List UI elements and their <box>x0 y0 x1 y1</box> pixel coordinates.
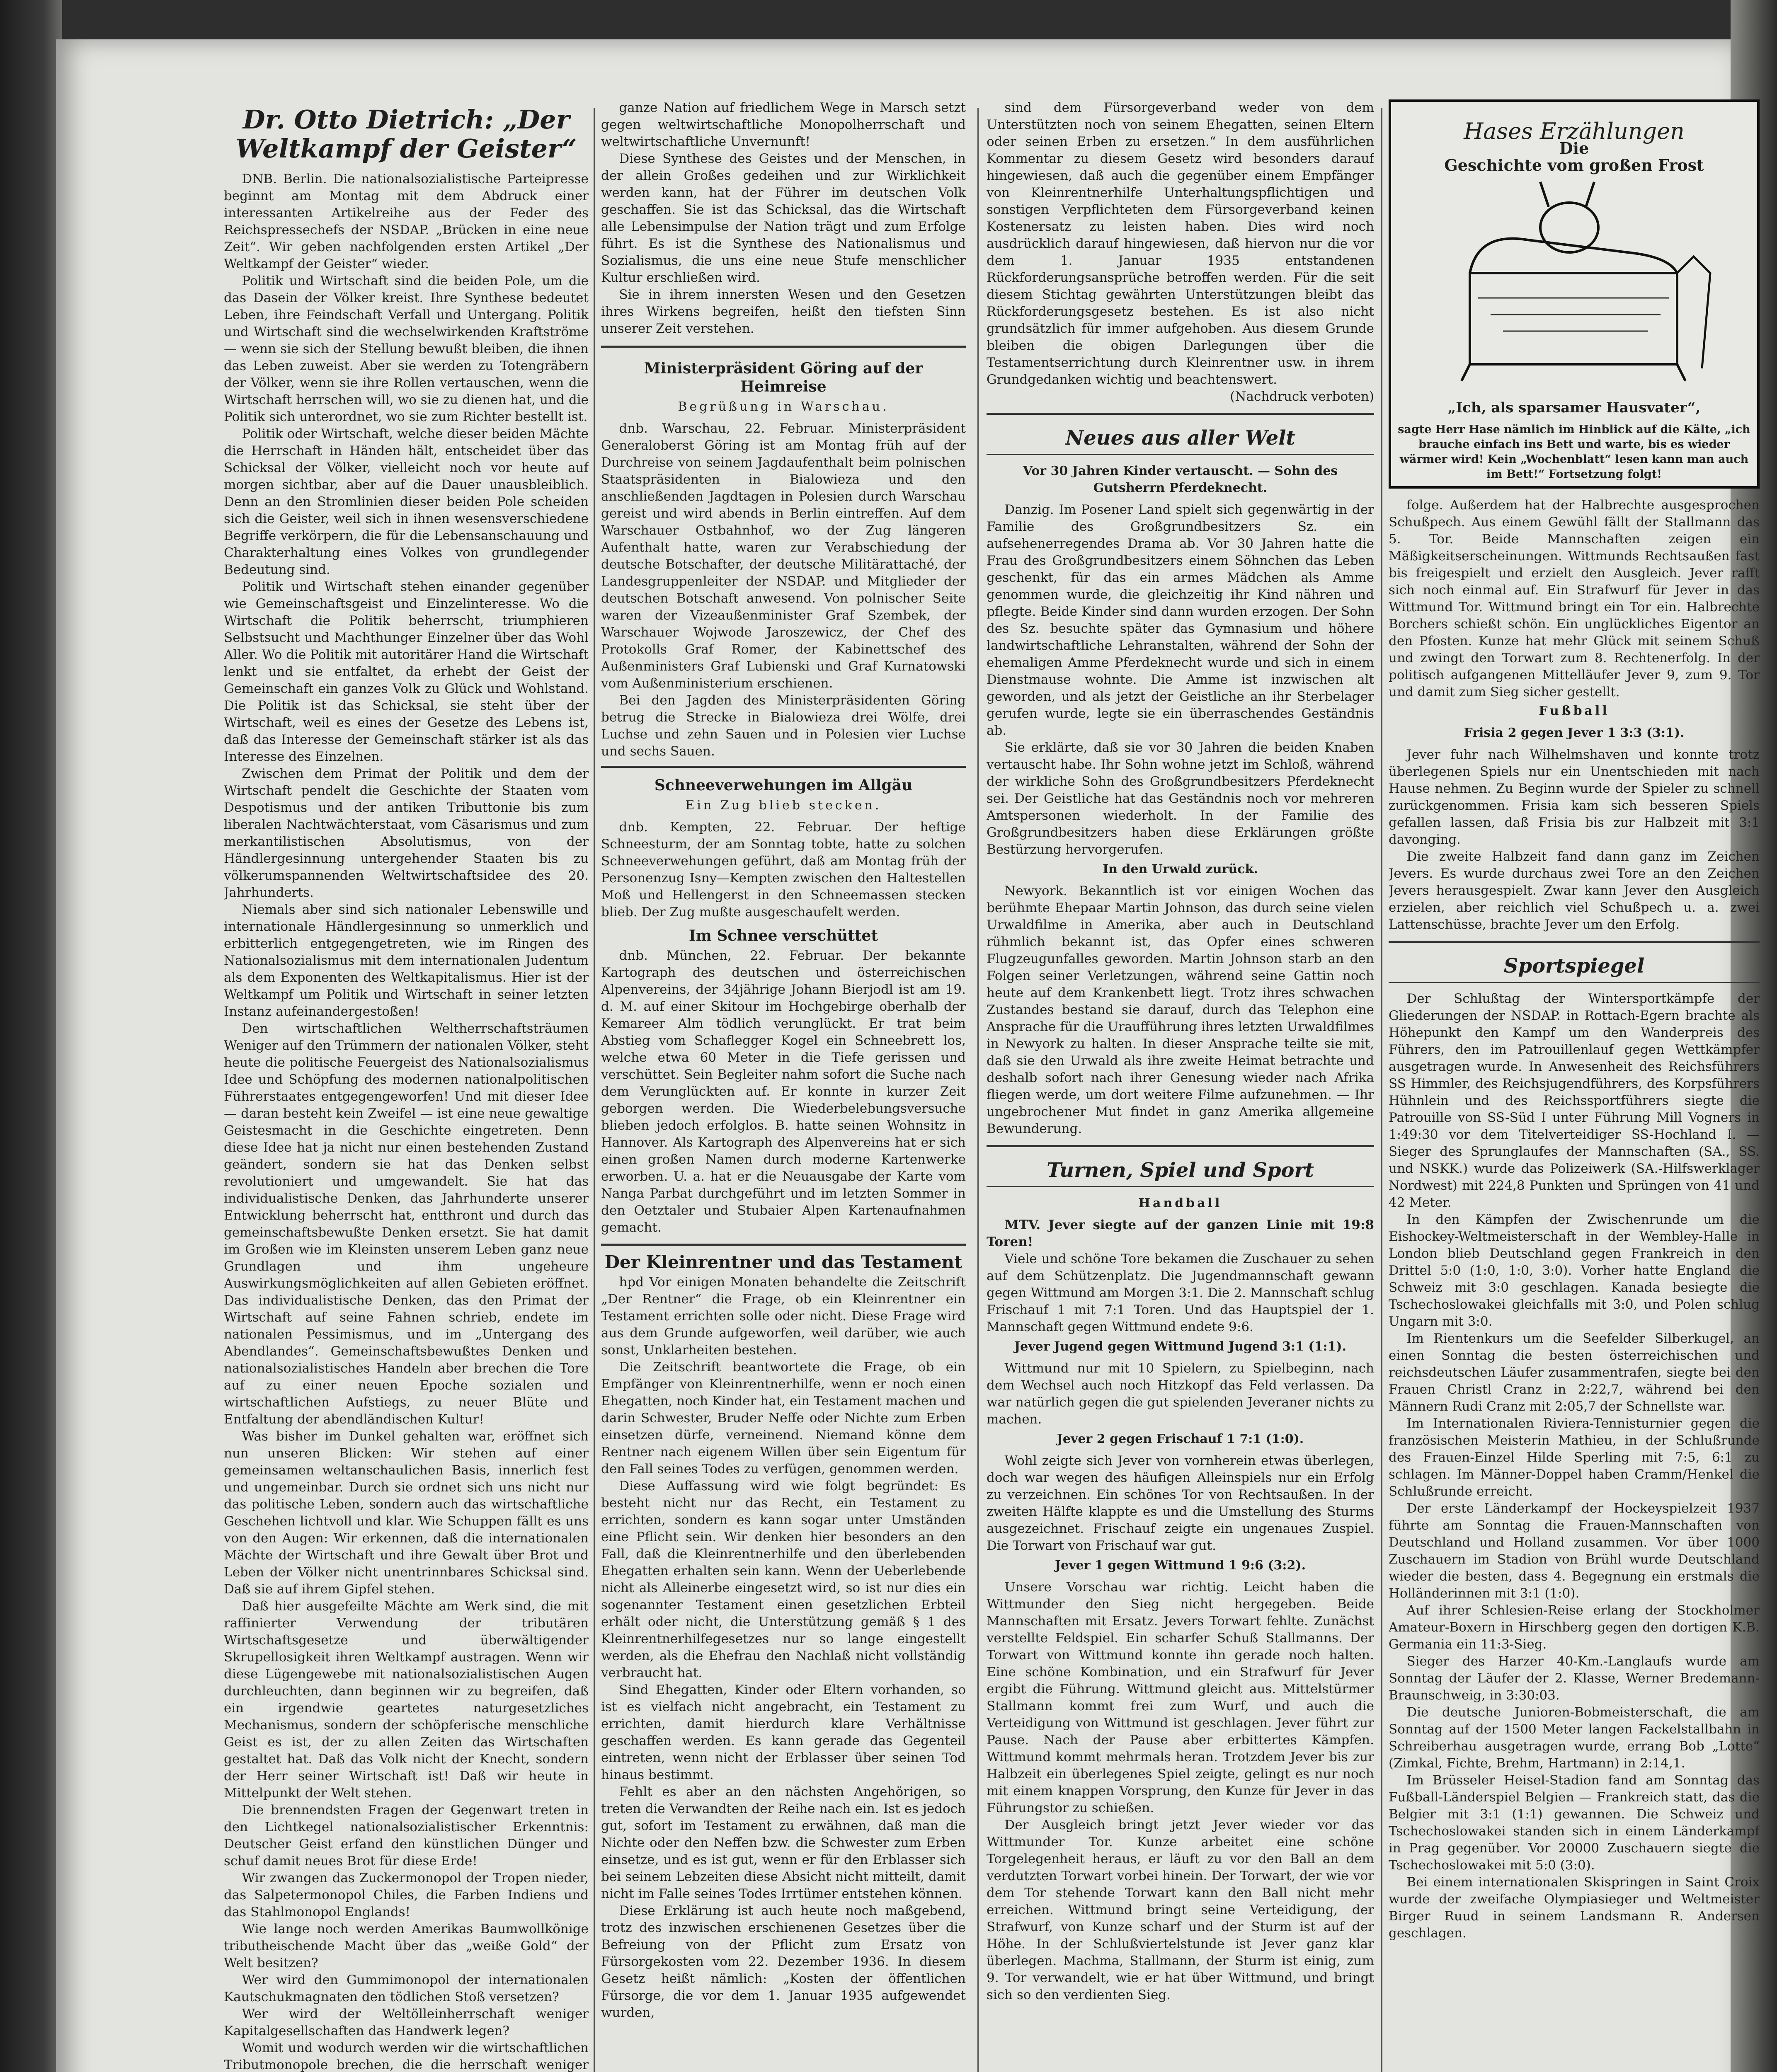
article-body <box>601 819 966 921</box>
column-2 <box>601 99 966 2072</box>
article-body <box>601 947 966 1236</box>
paragraph: Diese Auffassung wird wie folgt begründet: Es besteht nicht nur das Recht, ein Testament zu errichten, sondern es kann sogar unter Umständen eine Pflicht sein. Wir denken hier besonders an den Fall, daß die Kleinrentnerhilfe und den überlebenden Ehegatten erhalten sein kann. Wenn der Ueberlebende nicht als Alleinerbe eingesetzt wird, so ist nur dies ein sogenannter Testament einen gesetzlichen Erbteil erhält oder nicht, die Unterstützung gemäß § 1 des Kleinrentnerhilfegesetzes nur so lange eingestellt werden, als die Ehefrau den Nachlaß nicht vollständig verbraucht hat. <box>601 1479 966 1680</box>
comic-illustration <box>1395 174 1750 389</box>
column-3 <box>987 99 1374 2072</box>
sport-lead: MTV. Jever siegte auf der ganzen Linie mit 19:8 Toren! <box>987 1218 1374 1249</box>
article-headline: Der Kleinrentner und das Testament <box>604 1252 962 1272</box>
match-report: Wittmund nur mit 10 Spielern, zu Spielbeginn, nach dem Wechsel auch noch Hitzkopf das Feld verlassen. Da war natürlich gegen die gut spielenden Jeveraner nichts zu machen. <box>987 1361 1374 1427</box>
paragraph: Jever fuhr nach Wilhelmshaven und konnte trotz überlegenen Spiels nur ein Unentschieden mit nach Hause nehmen. Zu Beginn wurde der Spieler zu schnell zurückgenommen. Frisia kam sich besseren Spiels gefallen lassen, daß Frisia bis zur Halbzeit mit 3:1 davonging. <box>1389 747 1760 847</box>
paragraph: DNB. Berlin. Die nationalsozialistische Parteipresse beginnt am Montag mit dem Abdruck einer interessanten Artikelreihe aus der Feder des Reichspressechefs der NSDAP. „Brücken in eine neue Zeit“. Wir geben nachfolgenden ersten Artikel „Der Weltkampf der Geister“ wieder. <box>224 172 589 271</box>
section-headline: Turnen, Spiel und Sport <box>1047 1159 1314 1182</box>
paragraph: Wer wird den Gummimonopol der internationalen Kautschukmagnaten den tödlichen Stoß versetzen? <box>224 1973 589 2004</box>
article-subheadline: In den Urwald zurück. <box>1103 862 1258 876</box>
section-headline: Neues aus aller Welt <box>1065 426 1295 450</box>
divider <box>987 1145 1374 1147</box>
paragraph: Der Schlußtag der Wintersportkämpfe der Gliederungen der NSDAP. in Rottach-Egern brachte als Höhepunkt den Kampf um den Wanderpreis des Führers, den im Patrouillenlauf gegen Wettkämpfer ausgetragen wurde. In Anwesenheit des Reichsführers SS Himmler, des Reichsjugendführers, des Korpsführers Hühnlein und des Reichssportführers siegte die Patrouille von SS-Süd I unter Führung Mill Vogners in 1:49:30 vor dem Titelverteidiger SS-Hochland I. — Sieger des Sprunglaufes der Mannschaften (SA., SS. und NSKK.) wurde das Polizeiwerk (SA.-Hilfswerklager Nordwest) mit 224,8 Punkten und Sprüngen von 41 und 42 Meter. <box>1389 991 1760 1210</box>
paragraph: Politik oder Wirtschaft, welche dieser beiden Mächte die Herrschaft in Händen hält, entscheidet über das Schicksal der Völker, vielleicht noch vor heute auf morgen sichtbar, aber auf die Dauer unausbleiblich. Denn an den Stromlinien dieser beiden Pole scheiden sich die Geister, weil sich in ihnen wesensverschiedene Begriffe verkörpern, die für die Lebensanschauung und Charakterhaltung eines Volkes von grundlegender Bedeutung sind. <box>224 426 589 577</box>
article-body <box>1389 746 1760 933</box>
match-result: Frisia 2 gegen Jever 1 3:3 (3:1). <box>1464 726 1685 740</box>
paragraph: Die brennendsten Fragen der Gegenwart treten in den Lichtkegel nationalsozialistischer Erkenntnis: Deutscher Geist erfand den künstlichen Dünger und schuf damit neues Brot für diese Erde! <box>224 1803 589 1869</box>
paragraph: Wir zwangen das Zuckermonopol der Tropen nieder, das Salpetermonopol Chiles, die Farben Indiens und das Stahlmonopol Englands! <box>224 1871 589 1920</box>
sport-category: Fußball <box>1539 704 1610 718</box>
article-body <box>601 420 966 760</box>
paragraph: Womit und wodurch werden wir die wirtschaftlichen Tributmonopole brechen, die die herrschaft weniger <box>224 2041 589 2072</box>
paragraph: Sieger des Harzer 40-Km.-Langlaufs wurde am Sonntag der Läufer der 2. Klasse, Werner Bredemann-Braunschweig, in 3:30:03. <box>1389 1654 1760 1703</box>
paragraph: Sie erklärte, daß sie vor 30 Jahren die beiden Knaben vertauscht habe. Ihr Sohn wohne jetzt im Schloß, während der wirkliche Sohn des Großgrundbesitzers Pferdeknecht sei. Der Geistliche hat das Geständnis noch vor mehreren Amtspersonen wiederholt. In der Familie des Großgrundbesitzers haben diese Erklärungen größte Bestürzung hervorgerufen. <box>987 740 1374 857</box>
match-result: Jever 2 gegen Frischauf 1 7:1 (1:0). <box>1057 1432 1304 1446</box>
article-continuation <box>1389 497 1760 701</box>
divider <box>987 1186 1374 1187</box>
match-report: Der Ausgleich bringt jetzt Jever wieder vor das Wittmunder Tor. Kunze arbeitet eine schöne Torgelegenheit heraus, er läuft zu vor den Ball an dem verdutzten Torwart vorbei hinein. Der Torwart, der wie vor dem Tor stehende Torwart kann den Ball nicht mehr erreichen. Wittmund bringt seine Verteidigung, der Strafwurf, von Kunze scharf und der Sturm ist auf der Höhe. In der Schlußviertelstunde ist Jever ganz klar überlegen. Machma, Stallmann, der Sturm ist einig, zum 9. Tor verwandelt, wie er hat über Wittmund, und bringt sich so den verdienten Sieg. <box>987 1818 1374 2002</box>
comic-die: Die <box>1559 139 1589 157</box>
divider <box>1389 941 1760 943</box>
paragraph: In den Kämpfen der Zwischenrunde um die Eishockey-Weltmeisterschaft in der Wembley-Halle in London blieb Deutschland gegen Frankreich in den Drittel 5:0 (1:0, 1:0, 3:0). Vorher hatte England die Schweiz mit 3:0 geschlagen. Kanada besiegte die Tschechoslowakei gleichfalls mit 3:0, und Polen schlug Ungarn mit 3:0. <box>1389 1212 1760 1329</box>
paragraph: Die Zeitschrift beantwortete die Frage, ob ein Empfänger von Kleinrentnerhilfe, wenn er noch einen Ehegatten, noch Kinder hat, ein Testament machen und darin Schwester, Bruder Neffe oder Nichte zum Erben einsetzen dürfe, verneinend. Niemand könne dem Rentner nach eigenem Willen über sein Eigentum für den Fall seines Todes zu verfügen, genommen werden. <box>601 1360 966 1477</box>
paragraph: Im Internationalen Riviera-Tennisturnier gegen die französischen Meisterin Mathieu, in der Schlußrunde des Frauen-Einzel Hilde Sperling mit 7:5, 6:1 zu schlagen. Im Männer-Doppel haben Cramm/Henkel die Schlußrunde erreicht. <box>1389 1416 1760 1499</box>
article-headline: Dr. Otto Dietrich: „Der Weltkampf der Geister“ <box>235 104 577 164</box>
paragraph: dnb. Warschau, 22. Februar. Ministerpräsident Generaloberst Göring ist am Montag früh auf der Durchreise von seinem Jagdaufenthalt beim polnischen Staatspräsidenten in Bialowieza und den anschließenden Jagdtagen in Polesien durch Warschau gereist und wird abends in Berlin eintreffen. Auf dem Warschauer Ostbahnhof, wo der Zug längeren Aufenthalt hatte, waren zur Verabschiedung der deutsche Botschafter, der deutsche Militärattaché, der Landesgruppenleiter der NSDAP. und Mitglieder der deutschen Botschaft anwesend. Von polnischer Seite waren der Vizeaußenminister Graf Szembek, der Warschauer Wojwode Jaroszewicz, der Chef des Protokolls Graf Romer, der Kabinettschef des Außenministers Graf Lubienski und Graf Kurnatowski vom Außenministerium erschienen. <box>601 421 966 691</box>
paragraph: folge. Außerdem hat der Halbrechte ausgesprochen Schußpech. Aus einem Gewühl fällt der Stallmann das 5. Tor. Beide Mannschaften zeigen ein Mäßigkeitserscheinungen. Wittmunds Rechtsaußen fast bis freigespielt und erzielt den Ausgleich. Jever rafft sich noch einmal auf. Ein Strafwurf für Jever in das Wittmund Tor. Wittmund bringt ein Tor ein. Halbrechte Borchers schießt schön. Ein unglückliches Eigentor an den Pfosten. Kunze hat mehr Glück mit seinem Schuß und zwingt den Torwart zum 8. Rechtenerfolg. In der politisch aufgangenen Mittelläufer Jever 9, zum 9. Tor und damit zum Sieg sicher gestellt. <box>1389 498 1760 700</box>
paragraph: Im Rientenkurs um die Seefelder Silberkugel, an einen Sonntag die besten österreichischen und reichsdeutschen Läufer zusammentrafen, siegte bei den Frauen Christl Cranz in 2:22,7, während bei den Männern Rudi Cranz mit 2:05,7 der Schnellste war. <box>1389 1331 1760 1414</box>
article-subheadline: Begrüßung in Warschau. <box>678 399 889 414</box>
sport-category: Handball <box>1138 1196 1222 1210</box>
paragraph: sind dem Fürsorgeverband weder von dem Unterstützten noch von seinem Ehegatten, seinen Eltern oder seinen Erben zu ersetzen.“ In dem ausführlichen Kommentar zu diesem Gesetz wird besonders darauf hingewiesen, daß auch die gegenüber einem Empfänger von Kleinrentnerhilfe Unterhaltungspflichtigen und sonstigen Verpflichteten dem Fürsorgeverband keinen Kostenersatz zu leisten haben. Dies wird noch ausdrücklich darauf hingewiesen, daß hiervon nur die vor dem 1. Januar 1935 entstandenen Rückforderungsansprüche betroffen werden. Für die seit diesem Stichtag gewährten Unterstützungen bleibt das Rückforderungsgesetz bestehen. Es ist also nicht grundsätzlich für immer aufgehoben. Aus diesem Grunde bleiben die obigen Darlegungen über die Testamentserrichtung durch Kleinrentner usw. in ihrem Grundgedanken wichtig und beachtenswert. <box>987 100 1374 387</box>
article-body <box>1389 990 1760 1942</box>
comic-caption: „Ich, als sparsamer Hausvater“, <box>1447 399 1701 416</box>
article-continuation <box>601 99 966 337</box>
book-spine <box>0 0 62 2072</box>
paragraph: Sie in ihrem innersten Wesen und den Gesetzen ihres Wirkens begreifen, heißt den tiefsten Sinn unserer Zeit verstehen. <box>601 287 966 336</box>
paragraph: Danzig. Im Posener Land spielt sich gegenwärtig in der Familie des Großgrundbesitzers Sz. ein aufsehenerregendes Drama ab. Vor 30 Jahren hatte die Frau des Großgrundbesitzers einem Söhnchen das Leben geschenkt, für das ein armes Mädchen als Amme genommen wurde, die gleichzeitig ihr Kind nähren und pflegte. Beide Kinder sind dann wurden erzogen. Der Sohn des Sz. besuchte später das Gymnasium und höhere landwirtschaftliche Lehranstalten, während der Sohn der ehemaligen Amme Pferdeknecht wurde und sich in einem Dienstmause wohnte. Die Amme ist inzwischen alt geworden, und als jetzt der Geistliche an ihr Sterbelager gerufen wurde, legte sie ein überraschendes Geständnis ab. <box>987 502 1374 738</box>
paragraph: Zwischen dem Primat der Politik und dem der Wirtschaft pendelt die Geschichte der Staaten vom Despotismus und der antiken Tributtonie bis zum liberalen Nachtwächterstaat, vom Cäsarismus und zum merkantilistischen Absolutismus, von der Händlergesinnung untergehender Staaten bis zu völkerumspannenden Weltwirtschaftsidee des 20. Jahrhunderts. <box>224 766 589 900</box>
article-body <box>224 171 589 2072</box>
paragraph: Was bisher im Dunkel gehalten war, eröffnet sich nun unseren Blicken: Wir stehen auf einer gemeinsamen weltanschaulichen Basis, innerlich fest und ungemeinbar. Durch sie ordnet sich uns nicht nur das politische Leben, sondern auch das wirtschaftliche Geschehen lichtvoll und klar. Wie Schuppen fällt es uns von den Augen: Wir erkennen, daß die internationalen Mächte der Wirtschaft und ihre Gewalt über Brot und Leben der Völker nicht unentrinnbares Schicksal sind. Daß sie auf ihrem Gipfel stehen. <box>224 1429 589 1597</box>
paragraph: ganze Nation auf friedlichem Wege in Marsch setzt gegen weltwirtschaftliche Monopolherrschaft und weltwirtschaftliche Unvernunft! <box>601 100 966 149</box>
column-rule <box>977 108 979 2072</box>
comic-title: Hases Erzählungen <box>1464 118 1685 144</box>
divider <box>987 454 1374 455</box>
match-report: Unsere Vorschau war richtig. Leicht haben die Wittmunder den Sieg nicht hergegeben. Beide Mannschaften mit Ersatz. Jevers Torwart fehlte. Zunächst verstellte Feldspiel. Ein scharfer Schuß Stallmanns. Der Torwart von Wittmund konnte ihn gerade noch halten. Eine schöne Kombination, und ein Strafwurf für Jever ergibt die Führung. Wittmund gleicht aus. Mittelstürmer Stallmann kommt frei zum Wurf, und auch die Verteidigung von Wittmund ist geschlagen. Jever führt zur Pause. Nach der Pause aber erbittertes Kämpfen. Wittmund kommt mehrmals heran. Trotzdem Jever bis zur Halbzeit ein überlegenes Spiel zeigte, gelingt es nur noch mit einem knappen Vorsprung, den Kunze für Jever in das Führungstor zu schießen. <box>987 1580 1374 1815</box>
paragraph: Wer wird der Weltölleinherrschaft weniger Kapitalgesellschaften das Handwerk legen? <box>224 2007 589 2038</box>
paragraph: dnb. München, 22. Februar. Der bekannte Kartograph des deutschen und österreichischen Alpenvereins, der 34jährige Johann Bierjodl ist am 19. d. M. auf einer Skitour im Hochgebirge oberhalb der Kemareer Alm tödlich verunglückt. Er trat beim Abstieg vom Schaflegger Kogel ein Schneebrett los, welche etwa 60 Meter in die Tiefe gerissen und verschüttet. Sein Begleiter nahm sofort die Suche nach dem Verunglückten auf. Er konnte in kurzer Zeit geborgen werden. Die Wiederbelebungsversuche blieben jedoch erfolglos. B. hatte seinen Wohnsitz in Hannover. Als Kartograph des Alpenvereins hat er sich einen großen Namen durch moderne Kartenwerke erworben. U. a. hat er die Neuausgabe der Karte vom Nanga Parbat durchgeführt und im letzten Sommer in den Oetztaler und Stubaier Alpen Kartenaufnahmen gemacht. <box>601 948 966 1235</box>
column-4 <box>1389 99 1760 2072</box>
comic-strip <box>1389 99 1760 489</box>
article-subheadline: Ein Zug blieb stecken. <box>685 798 882 813</box>
article-headline: Im Schnee verschüttet <box>688 927 878 944</box>
article-body <box>601 1274 966 2021</box>
paragraph: Niemals aber sind sich nationaler Lebenswille und internationale Händlergesinnung so unmerklich und erbitterlich entgegengetreten, wie im Ringen des Nationalsozialismus mit dem internationalen Judentum als dem Exponenten des Weltkapitalismus. Hier ist der Weltkampf um Politik und Wirtschaft in seiner letzten Instanz aufeinandergestoßen! <box>224 902 589 1019</box>
paragraph: Diese Erklärung ist auch heute noch maßgebend, trotz des inzwischen erschienenen Gesetzes über die Befreiung von der Pflicht zum Ersatz von Fürsorgekosten vom 22. Dezember 1936. In diesem Gesetz heißt nämlich: „Kosten der öffentlichen Fürsorge, die vor dem 1. Januar 1935 aufgewendet wurden, <box>601 1903 966 2020</box>
paragraph: Fehlt es aber an den nächsten Angehörigen, so treten die Verwandten der Reihe nach ein. Ist es jedoch gut, sofort im Testament zu erwähnen, daß man die Nichte oder den Neffen bzw. die Schwester zum Erben einsetze, und es ist gut, wenn er für den Erblasser sich bei seinem Lebzeiten diese Absicht nicht mitteilt, damit nicht im Falle seines Todes Irrtümer entstehen können. <box>601 1784 966 1901</box>
divider <box>987 413 1374 415</box>
paragraph: Die deutsche Junioren-Bobmeisterschaft, die am Sonntag auf der 1500 Meter langen Fackelstallbahn in Schreiberhau ausgetragen wurde, errang Bob „Lotte“ (Zimkal, Fichte, Brehm, Hartmann) in 2:14,1. <box>1389 1705 1760 1771</box>
paragraph: Die zweite Halbzeit fand dann ganz im Zeichen Jevers. Es wurde durchaus zwei Tore an den Zeichen Jevers herausgespielt. Zwar kann Jever den Ausgleich erzielen, aber reichlich viel Schußpech u. a. zwei Lattenschüsse, brachte Jever um den Erfolg. <box>1389 849 1760 932</box>
paragraph: Daß hier ausgefeilte Mächte am Werk sind, die mit raffinierter Verwendung der tributären Wirtschaftsgesetze und überwältigender Skrupellosigkeit ihren Weltkampf austragen. Wenn wir diese Lügengewebe mit nationalsozialistischen Augen durchleuchten, dann beginnen wir zu begreifen, daß ein irgendwie geartetes naturgesetzliches Mechanismus, sondern der schöpferische menschliche Geist es ist, der zu allen Zeiten das Wirtschaften gestaltet hat. Daß das Volk nicht der Knecht, sondern der Herr seiner Wirtschaft ist! Daß wir heute in Mittelpunkt der Welt stehen. <box>224 1599 589 1801</box>
comic-subtitle: Geschichte vom großen Frost <box>1444 156 1704 174</box>
paragraph: Den wirtschaftlichen Weltherrschaftsträumen Weniger auf den Trümmern der nationalen Völker, steht heute die politische Feuergeist des Nationalsozialismus Idee und Schöpfung des modernen nationalpolitischen Führerstaates entgegengeworfen! Und mit dieser Idee — daran besteht kein Zweifel — ist eine neue gewaltige Geistesmacht in die Geschichte eingetreten. Denn diese Idee hat ja nicht nur einen bestehenden Zustand geändert, sondern sie hat das Denken selbst revolutioniert und umgewandelt. Sie hat das individualistische Denken, das Jahrhunderte unserer Entwicklung beherrscht hat, entthront und durch das gemeinschaftsbewußte Denken ersetzt. Sie hat damit im Großen wie im Kleinsten unserem Leben ganz neue Grundlagen und ihm ungeheure Auswirkungsmöglichkeiten auf allen Gebieten eröffnet. Das individualistische Denken, das den Primat der Wirtschaft auf seine Fahnen schrieb, endete im nationalen Pessimismus, und im „Untergang des Abendlandes“. Gemeinschaftsbewußtes Denken und nationalsozialistisches Handeln aber brechen die Tore auf zu einer neuen Epoche sozialen und wirtschaftlichen Aufstiegs, zu neuer Blüte und Entfaltung der abendländischen Kultur! <box>224 1021 589 1427</box>
column-1 <box>224 99 589 2072</box>
article-continuation <box>987 99 1374 388</box>
column-rule <box>594 108 595 2072</box>
article-subheadline: Vor 30 Jahren Kinder vertauscht. — Sohn des Gutsherrn Pferdeknecht. <box>1023 464 1338 495</box>
paragraph: Sind Ehegatten, Kinder oder Eltern vorhanden, so ist es vielfach nicht angebracht, ein Testament zu errichten, damit hierdurch klare Verhältnisse geschaffen werden. Es kann gerade das Gegenteil eintreten, wenn nicht der Erblasser über seinen Tod hinaus bestimmt. <box>601 1682 966 1782</box>
column-rule <box>1381 108 1382 2072</box>
divider <box>1389 982 1760 983</box>
match-report: Wohl zeigte sich Jever von vornherein etwas überlegen, doch war wegen des häufigen Alleinspiels nur ein Erfolg zu verzeichnen. Ein schönes Tor von Rechtsaußen. In der zweiten Hälfte klappte es und die Umstellung des Sturms ausgezeichnet. Frischauf zeigte ein ungenaues Zuspiel. Die Torwart von Frischauf war gut. <box>987 1453 1374 1553</box>
paragraph: dnb. Kempten, 22. Februar. Der heftige Schneesturm, der am Sonntag tobte, hatte zu solchen Schneeverwehungen geführt, daß am Montag früh der Personenzug Isny—Kempten zwischen den Haltestellen Moß und Hellengerst in den Schneemassen stecken blieb. Der Zug mußte ausgeschaufelt werden. <box>601 820 966 920</box>
paragraph: Bei den Jagden des Ministerpräsidenten Göring betrug die Strecke in Bialowieza drei Wölfe, drei Luchse und zehn Sauen und in Polesien vier Luchse und sechs Sauen. <box>601 693 966 759</box>
paragraph: hpd Vor einigen Monaten behandelte die Zeitschrift „Der Rentner“ die Frage, ob ein Kleinrentner ein Testament errichten solle oder nicht. Diese Frage wird aus dem Grunde aufgeworfen, weil darüber, wie auch sonst, Unklarheiten bestehen. <box>601 1275 966 1358</box>
paragraph: Wie lange noch werden Amerikas Baumwollkönige tributheischende Macht über das „weiße Gold“ der Welt besitzen? <box>224 1922 589 1970</box>
paragraph: Der erste Länderkampf der Hockeyspielzeit 1937 führte am Sonntag die Frauen-Mannschaften von Deutschland und Holland zusammen. Vor über 1000 Zuschauern im Stadion von Brühl wurde Deutschland wieder die besten, dass 4. Begegnung ein erstmals die Holländerinnen mit 3:1 (1:0). <box>1389 1501 1760 1601</box>
article-body <box>987 883 1374 1138</box>
comic-note: sagte Herr Hase nämlich im Hinblick auf die Kälte, „ich brauche einfach ins Bett und warte, bis es wieder wärmer wird! Kein „Wochenblatt“ lesen kann man auch im Bett!“ Fortsetzung folgt! <box>1398 423 1750 481</box>
paragraph: Auf ihrer Schlesien-Reise erlang der Stockholmer Amateur-Boxern in Hirschberg gegen den dortigen K.B. Germania ein 11:3-Sieg. <box>1389 1603 1760 1652</box>
paragraph: Politik und Wirtschaft sind die beiden Pole, um die das Dasein der Völker kreist. Ihre Synthese bedeutet Leben, ihre Feindschaft Verfall und Untergang. Politik und Wirtschaft sind die wechselwirkenden Kraftströme — wenn sie sich der Stellung bewußt bleiben, die ihnen das Leben zuweist. Aber sie werden zu Totengräbern der Völker, wenn sie ihre Rollen vertauschen, wenn die Wirtschaft herrschen will, wo sie zu dienen hat, und die Politik sich unterordnet, wo sie zum Richter bestellt ist. <box>224 274 589 424</box>
divider <box>601 1244 966 1246</box>
section-headline: Sportspiegel <box>1503 954 1645 978</box>
paragraph: Politik und Wirtschaft stehen einander gegenüber wie Gemeinschaftsgeist und Einzelinteresse. Wo die Wirtschaft die Politik beherrscht, triumphieren Selbstsucht und Machthunger Einzelner über das Wohl Aller. Wo die Politik mit autoritärer Hand die Wirtschaft lenkt und sie entfaltet, da erhebt der Geist der Gemeinschaft ein ganzes Volk zu Glück und Wohlstand. Die Politik ist das Schicksal, sie steht über der Wirtschaft, weil es eines der Gesetze des Lebens ist, daß das Interesse der Gemeinschaft stärker ist als das Interesse des Einzelnen. <box>224 579 589 764</box>
paragraph: Viele und schöne Tore bekamen die Zuschauer zu sehen auf dem Schützenplatz. Die Jugendmannschaft gewann gegen Wittmund am Morgen 3:1. Die 2. Mannschaft schlug Frischauf 1 mit 7:1 Toren. Und das Hauptspiel der 1. Mannschaft gegen Wittmund endete 9:6. <box>987 1251 1374 1334</box>
paragraph: Im Brüsseler Heisel-Stadion fand am Sonntag das Fußball-Länderspiel Belgien — Frankreich statt, das die Belgier mit 3:1 (1:1) gewannen. Die Schweiz und Tschechoslowakei standen sich in einem Länderkampf in Prag gegenüber. Vor 20000 Zuschauern siegte die Tschechoslowakei mit 5:0 (3:0). <box>1389 1773 1760 1873</box>
match-result: Jever 1 gegen Wittmund 1 9:6 (3:2). <box>1055 1558 1306 1573</box>
article-headline: Schneeverwehungen im Allgäu <box>654 777 913 794</box>
paragraph: Diese Synthese des Geistes und der Menschen, in der allein Großes gedeihen und zur Wirklichkeit werden kann, hat der Führer im deutschen Volk geschaffen. Sie ist das Schicksal, das die Wirtschaft alle Lebensimpulse der Nation trägt und zum Erfolge führt. Es ist die Synthese des Nationalismus und Sozialismus, die uns eine neue Stufe menschlicher Kultur erschließen wird. <box>601 151 966 285</box>
reprint-notice: (Nachdruck verboten) <box>1230 389 1374 404</box>
article-headline: Ministerpräsident Göring auf der Heimreise <box>644 360 923 395</box>
paragraph: Bei einem internationalen Skispringen in Saint Croix wurde der zweifache Olympiasieger und Weltmeister Birger Ruud in seinem Landsmann R. Andersen geschlagen. <box>1389 1875 1760 1941</box>
match-result: Jever Jugend gegen Wittmund Jugend 3:1 (1:1). <box>1014 1339 1347 1354</box>
paragraph: Newyork. Bekanntlich ist vor einigen Wochen das berühmte Ehepaar Martin Johnson, das durch seine vielen Urwaldfilme in Amerika, aber auch in Deutschland rühmlich bekannt ist, das Opfer eines schweren Flugzeugunfalles geworden. Martin Johnson starb an den Folgen seiner Verletzungen, während seine Gattin noch heute auf dem Krankenbett liegt. Trotz ihres schwachen Zustandes bestand sie darauf, durch das Telephon eine Ansprache für die Uraufführung ihres letzten Urwaldfilmes in Newyork zu halten. In dieser Ansprache teilte sie mit, daß sie den Urwald als ihre zweite Heimat betrachte und deshalb sofort nach ihrer Genesung wieder nach Afrika fliegen werde, um dort weitere Filme aufzunehmen. — Ihr ungebrochener Mut findet in ganz Amerika allgemeine Bewunderung. <box>987 884 1374 1136</box>
article-body <box>987 501 1374 858</box>
article-body <box>987 1251 1374 1336</box>
goering-article <box>601 346 966 768</box>
